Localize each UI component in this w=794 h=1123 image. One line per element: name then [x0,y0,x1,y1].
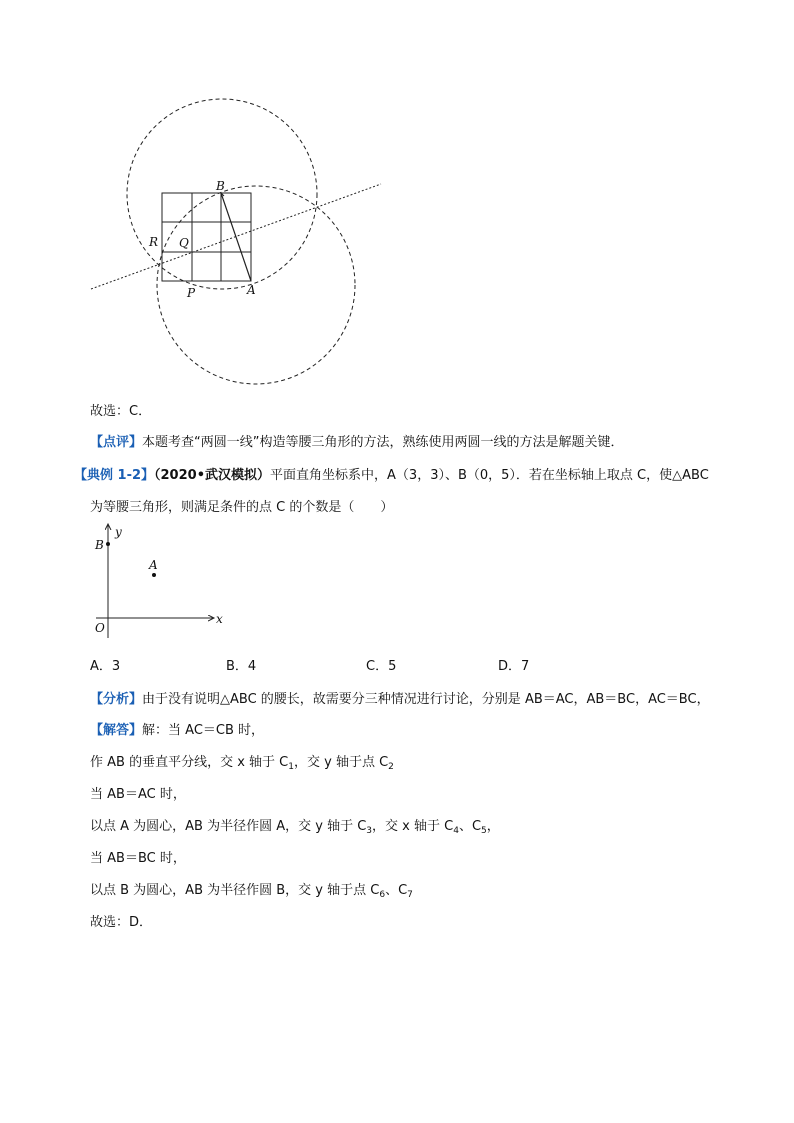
label-o: O [95,621,105,635]
comment-paragraph [90,431,624,450]
answer-text: 解：当 AC＝CB 时， [142,723,265,738]
label-a: A [247,283,256,297]
analysis-tag: 【分析】 [90,692,143,707]
step-3-post: 、C [458,819,482,834]
option-a[interactable]: A．3 [90,659,121,674]
step-5 [90,879,413,898]
option-d[interactable]: D．7 [498,659,530,674]
example-source: （2020•武汉模拟） [154,468,271,483]
step-1-sub1: 1 [288,762,294,772]
step-3-sub3: 5 [481,826,487,836]
circle-a [157,186,355,384]
step-1-pre: 作 AB 的垂直平分线，交 x 轴于 C [90,755,289,770]
example-tag: 【典例 1-2】 [74,468,155,483]
step-5-sub2: 7 [407,890,413,900]
step-3 [90,815,500,834]
step-3-mid: ，交 x 轴于 C [372,819,454,834]
step-5-sub1: 6 [379,890,386,900]
label-a2: A [149,558,158,572]
figure-two-circles [80,90,390,390]
step-3-sub1: 3 [366,826,373,836]
label-q: Q [179,236,189,250]
point-a [152,573,156,577]
label-y: y [115,525,122,539]
option-b[interactable]: B．4 [226,659,257,674]
example-text-a: 平面直角坐标系中， [270,468,388,483]
example-line-2: 为等腰三角形，则满足条件的点 C 的个数是（ ） [90,500,394,515]
comment-text: 本题考查“两圆一线”构造等腰三角形的方法，熟练使用两圆一线的方法是解题关键． [142,435,624,450]
grid [162,193,251,281]
step-2: 当 AB＝AC 时， [90,787,186,802]
comment-tag: 【点评】 [90,435,143,450]
step-4: 当 AB＝BC 时， [90,851,186,866]
step-5-pre: 以点 B 为圆心，AB 为半径作圆 B，交 y 轴于点 C [90,883,380,898]
label-p: P [187,286,196,300]
step-1 [90,751,394,770]
label-x: x [216,612,223,626]
label-b2: B [95,538,104,552]
step-3-pre: 以点 A 为圆心，AB 为半径作圆 A，交 y 轴于 C [90,819,367,834]
answer-paragraph [90,719,264,738]
example-points: A（3，3）、B（0，5）．若在坐标轴上取点 C，使△ABC [387,468,709,483]
segment-ba [221,193,251,281]
analysis-paragraph [90,688,710,707]
label-r: R [149,235,159,249]
step-5-mid: 、C [385,883,408,898]
answer-tag: 【解答】 [90,723,143,738]
step-1-mid: ，交 y 轴于点 C [293,755,389,770]
option-c[interactable]: C．5 [366,659,397,674]
example-heading [74,464,709,483]
final-answer: 故选：D． [90,915,153,930]
answer-line-1: 故选：C． [90,404,152,419]
point-b [106,542,110,546]
step-1-sub2: 2 [388,762,394,772]
analysis-text: 由于没有说明△ABC 的腰长，故需要分三种情况进行讨论，分别是 AB＝AC，AB＝BC，AC＝BC， [142,692,710,707]
step-3-sub2: 4 [453,826,459,836]
figure-coordinate-plane [88,518,238,640]
step-3-end: ， [486,819,500,834]
label-b: B [216,179,225,193]
